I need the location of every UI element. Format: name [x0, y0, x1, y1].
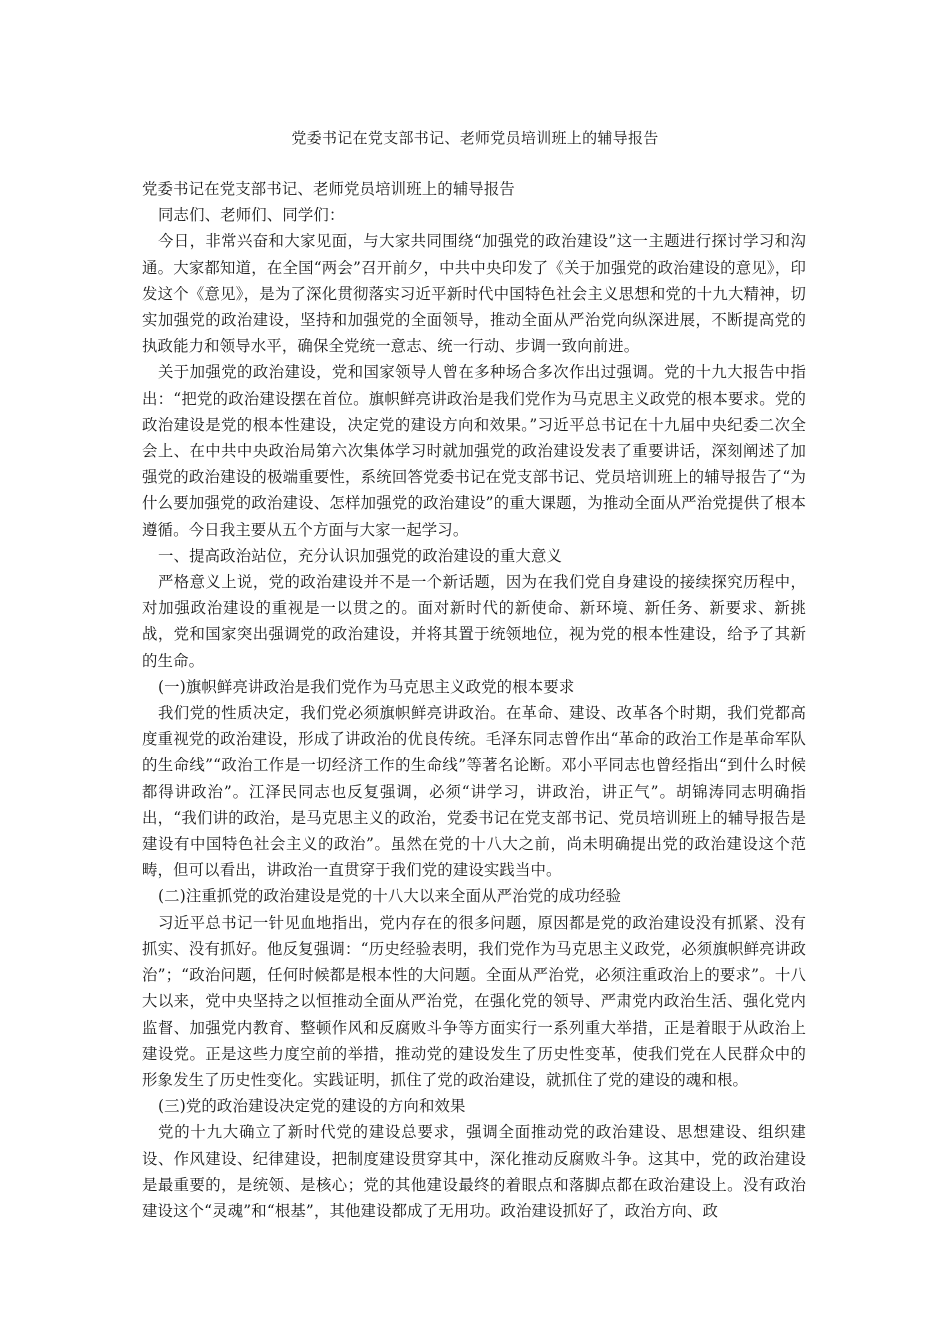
paragraph: 党的十九大确立了新时代党的建设总要求，强调全面推动党的政治建设、思想建设、组织建设、作风建设、纪律建设，把制度建设贯穿其中，深化推动反腐败斗争。这其中，党的政治建设是最重要的，是统领、是核心；党的其他建设最终的着眼点和落脚点都在政治建设上。没有政治建设这个“灵魂”和“根基”，其他建设都成了无用功。政治建设抓好了，政治方向、政: [142, 1123, 806, 1220]
subsection-heading: (三)党的政治建设决定党的建设的方向和效果: [158, 1097, 466, 1116]
paragraph: 习近平总书记一针见血地指出，党内存在的很多问题，原因都是党的政治建设没有抓紧、没有抓实、没有抓好。他反复强调：“历史经验表明，我们党作为马克思主义政党，必须旗帜鲜亮讲政治”；“政治问题，任何时候都是根本性的大问题。全面从严治党，必须注重政治上的要求”。十八大以来，党中央坚持之以恒推动全面从严治党，在强化党的领导、严肃党内政治生活、强化党内监督、加强党内教育、整顿作风和反腐败斗争等方面实行一系列重大举措，正是着眼于从政治上建设党。正是这些力度空前的举措，推动党的建设发生了历史性变革，使我们党在人民群众中的形象发生了历史性变化。实践证明，抓住了党的政治建设，就抓住了党的建设的魂和根。: [142, 913, 806, 1089]
paragraph: 关于加强党的政治建设，党和国家领导人曾在多种场合多次作出过强调。党的十九大报告中指出：“把党的政治建设摆在首位。旗帜鲜亮讲政治是我们党作为马克思主义政党的根本要求。党的政治建设是党的根本性建设，决定党的建设方向和效果。”习近平总书记在十九届中央纪委二次全会上、在中共中央政治局第六次集体学习时就加强党的政治建设发表了重要讲话，深刻阐述了加强党的政治建设的极端重要性，系统回答党委书记在党支部书记、党员培训班上的辅导报告了“为什么要加强党的政治建设、怎样加强党的政治建设”的重大课题，为推动全面从严治党提供了根本遵循。今日我主要从五个方面与大家一起学习。: [142, 363, 806, 539]
paragraph-salutation: 同志们、老师们、同学们：: [158, 206, 345, 225]
paragraph-heading-repeat: 党委书记在党支部书记、老师党员培训班上的辅导报告: [142, 180, 515, 198]
section-heading: 一、提高政治站位，充分认识加强党的政治建设的重大意义: [158, 546, 563, 565]
document-body: [142, 176, 806, 1224]
paragraph: 严格意义上说，党的政治建设并不是一个新话题，因为在我们党自身建设的接续探究历程中，对加强政治建设的重视是一以贯之的。面对新时代的新使命、新环境、新任务、新要求、新挑战，党和国家突出强调党的政治建设，并将其置于统领地位，视为党的根本性建设，给予了其新的生命。: [142, 573, 806, 670]
paragraph: 今日，非常兴奋和大家见面，与大家共同围绕“加强党的政治建设”这一主题进行探讨学习和沟通。大家都知道，在全国“两会”召开前夕，中共中央印发了《关于加强党的政治建设的意见》，印发这个《意见》，是为了深化贯彻落实习近平新时代中国特色社会主义思想和党的十九大精神，切实加强党的政治建设，坚持和加强党的全面领导，推动全面从严治党向纵深进展，不断提高党的执政能力和领导水平，确保全党统一意志、统一行动、步调一致向前进。: [142, 232, 806, 356]
paragraph: 我们党的性质决定，我们党必须旗帜鲜亮讲政治。在革命、建设、改革各个时期，我们党都高度重视党的政治建设，形成了讲政治的优良传统。毛泽东同志曾作出“革命的政治工作是革命军队的生命线”“政治工作是一切经济工作的生命线”等著名论断。邓小平同志也曾经指出“到什么时候都得讲政治”。江泽民同志也反复强调，必须“讲学习，讲政治，讲正气”。胡锦涛同志明确指出，“我们讲的政治，是马克思主义的政治，党委书记在党支部书记、党员培训班上的辅导报告是建设有中国特色社会主义的政治”。虽然在党的十八大之前，尚未明确提出党的政治建设这个范畴，但可以看出，讲政治一直贯穿于我们党的建设实践当中。: [142, 704, 806, 880]
subsection-heading: (二)注重抓党的政治建设是党的十八大以来全面从严治党的成功经验: [158, 887, 621, 906]
document-title: 党委书记在党支部书记、老师党员培训班上的辅导报告: [291, 129, 659, 147]
subsection-heading: (一)旗帜鲜亮讲政治是我们党作为马克思主义政党的根本要求: [158, 677, 575, 696]
